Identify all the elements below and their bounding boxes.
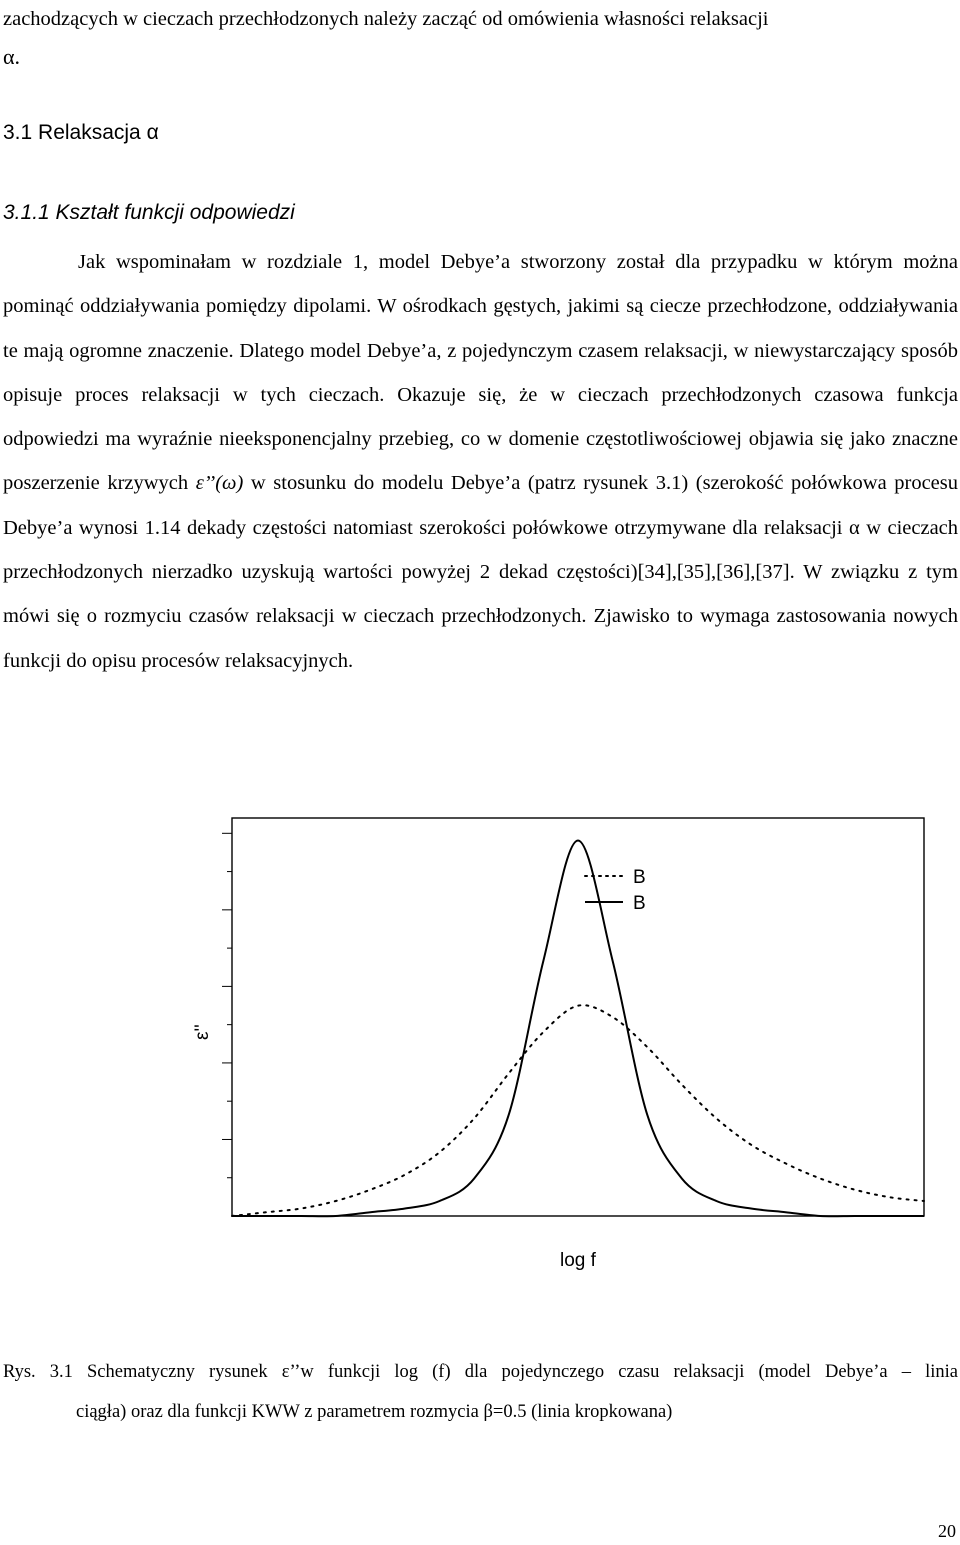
plot-frame: [232, 818, 924, 1216]
figure-caption: [3, 1352, 958, 1432]
section-heading: 3.1 Relaksacja α: [3, 121, 159, 144]
legend-label: B: [633, 867, 646, 888]
page-number: 20: [938, 1521, 956, 1541]
series-kww-dotted: [232, 1005, 924, 1216]
subsection-heading: 3.1.1 Kształt funkcji odpowiedzi: [3, 201, 295, 224]
x-axis-label: log f: [560, 1250, 596, 1271]
caption-line-2: ciągła) oraz dla funkcji KWW z parametrem rozmycia β=0.5 (linia kropkowana): [76, 1402, 673, 1422]
paragraph-text-2: w stosunku do modelu Debye’a (patrz rysunek 3.1) (szerokość połówkowa procesu Debye’a wynosi 1.14 dekady częstości natomiast szerokości połówkowe otrzymywane dla relaksacji: [3, 472, 958, 539]
chart-svg: [180, 808, 960, 1278]
paragraph-text-3: w cieczach przechłodzonych nierzadko uzyskują wartości powyżej 2 dekad częstości)[34],[35],[36],[37]. W związku z tym mówi się o rozmyciu czasów relaksacji w cieczach przechłodzonych. Zjawisko to wymaga zastosowania nowych funkcji do opisu procesów relaksacyjnych.: [3, 516, 959, 672]
caption-line-1: Rys. 3.1 Schematyczny rysunek ε’’w funkcji log (f) dla pojedynczego czasu relaksacji (model Debye’a – linia: [3, 1362, 958, 1382]
legend-label: B: [633, 893, 646, 914]
series-debye-solid: [232, 841, 924, 1217]
alpha-symbol: α: [848, 516, 860, 539]
epsilon-symbol: ε’’(ω): [195, 472, 244, 495]
y-axis-label: ε'': [192, 1024, 213, 1040]
intro-alpha: α.: [3, 44, 21, 69]
figure-chart: [180, 808, 960, 1278]
body-paragraph: [3, 240, 958, 683]
paragraph-text-1: Jak wspominałam w rozdziale 1, model Debye’a stworzony został dla przypadku w którym można pominąć oddziaływania pomiędzy dipolami. W ośrodkach gęstych, jakimi są ciecze przechłodzone, oddziaływania te mają ogromne znaczenie. Dlatego model Debye’a, z pojedynczym czasem relaksacji, w niewystarczający sposób opisuje proces relaksacji w tych cieczach. Okazuje się, że w cieczach przechłodzonych czasowa funkcja odpowiedzi ma wyraźnie nieeksponencjalny przebieg, co w domenie częstotliwościowej objawia się jako znaczne poszerzenie krzywych: [3, 251, 958, 495]
intro-line: zachodzących w cieczach przechłodzonych należy zacząć od omówienia własności relaksacji: [3, 8, 769, 30]
